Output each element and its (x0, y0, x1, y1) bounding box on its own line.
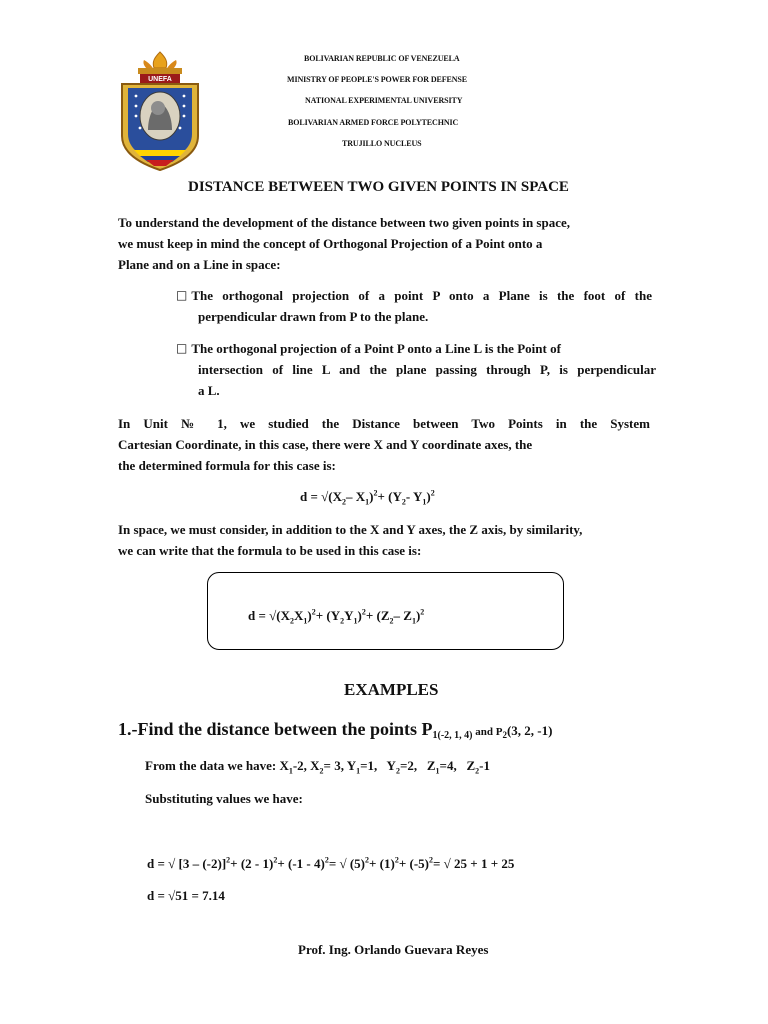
bullet-text: The orthogonal projection of a point P onto a Plane is the foot of the (191, 288, 652, 303)
document-title: DISTANCE BETWEEN TWO GIVEN POINTS IN SPACE (188, 179, 569, 195)
intro-line: To understand the development of the distance between two given points in space, (118, 215, 571, 230)
header-line-university: NATIONAL EXPERIMENTAL UNIVERSITY (305, 96, 463, 105)
intro-paragraph (118, 212, 570, 275)
data-label: From the data we have: (145, 758, 277, 773)
space-line: we can write that the formula to be used in this case is: (118, 543, 422, 558)
header-line-ministry: MINISTRY OF PEOPLE'S POWER FOR DEFENSE (287, 75, 468, 84)
point-p2-subscript: 2 (502, 730, 507, 741)
unit-line: the determined formula for this case is: (118, 458, 336, 473)
unefa-crest-logo (114, 50, 206, 174)
point-p2: (3, 2, -1) (506, 723, 553, 738)
bullet-text: perpendicular drawn from P to the plane. (198, 309, 429, 324)
bullet-text: intersection of line L and the plane passing through P, is perpendicular (198, 362, 656, 377)
bullet-text: The orthogonal projection of a Point P onto a Line L is the Point of (191, 341, 561, 356)
header-line-polytechnic: BOLIVARIAN ARMED FORCE POLYTECHNIC (288, 118, 459, 127)
header-line-nucleus: TRUJILLO NUCLEUS (342, 139, 422, 148)
formula-3d: $d = √(X_2X_1)^2+ (Y_2Y_1)^2+ (Z_2-$ $Z_1)^2$ (248, 607, 425, 626)
author-footer: Prof. Ing. Orlando Guevara Reyes (298, 942, 489, 957)
point-p1: 1(-2, 1, 4) (432, 730, 473, 742)
formula-2d: $d = √(X_2-$ $X_1)^2+ (Y_2-$ $Y_1)^2$ (300, 488, 435, 507)
space-line: In space, we must consider, in addition to the X and Y axes, the Z axis, by similarity, (118, 522, 583, 537)
example-substitution: d = √ [3 – (-2)]$^2$+ (2 - 1)$^2$+ (-1 - 4)$^2$= √ $(5)^2+ (1)^2+ (-5)^2=$ √ 25 + 1 + 25 (147, 855, 515, 871)
unit-line: Cartesian Coordinate, in this case, there were X and Y coordinate axes, the (118, 437, 533, 452)
bullet-line-projection (176, 338, 656, 401)
example-data-line: From the data we have: $X_1-2$, $X_2= 3$, $Y_1=1$, $Y_2=2$, $Z_1=4$, $Z_2-1$ (145, 758, 490, 776)
unit-line: In Unit № 1, we studied the Distance between Two Points in the System (118, 416, 650, 431)
unit-paragraph (118, 413, 650, 476)
example-1-statement (118, 719, 552, 740)
example-lead: 1.-Find the distance between the points P (118, 719, 433, 739)
logo-text: UNEFA (148, 76, 172, 83)
example-result: d = √51 = 7.14 (147, 888, 225, 903)
space-paragraph (118, 519, 582, 561)
header-line-republic: BOLIVARIAN REPUBLIC OF VENEZUELA (304, 54, 460, 63)
substituting-label: Substituting values we have: (145, 791, 303, 806)
intro-line: Plane and on a Line in space: (118, 257, 281, 272)
examples-heading: EXAMPLES (344, 680, 439, 699)
example-and: and P (472, 726, 503, 738)
bullet-glyph-icon: □ (176, 288, 188, 302)
bullet-glyph-icon: □ (176, 341, 188, 355)
intro-line: we must keep in mind the concept of Orthogonal Projection of a Point onto a (118, 236, 543, 251)
bullet-text: a L. (198, 383, 220, 398)
bullet-plane-projection (176, 285, 652, 327)
